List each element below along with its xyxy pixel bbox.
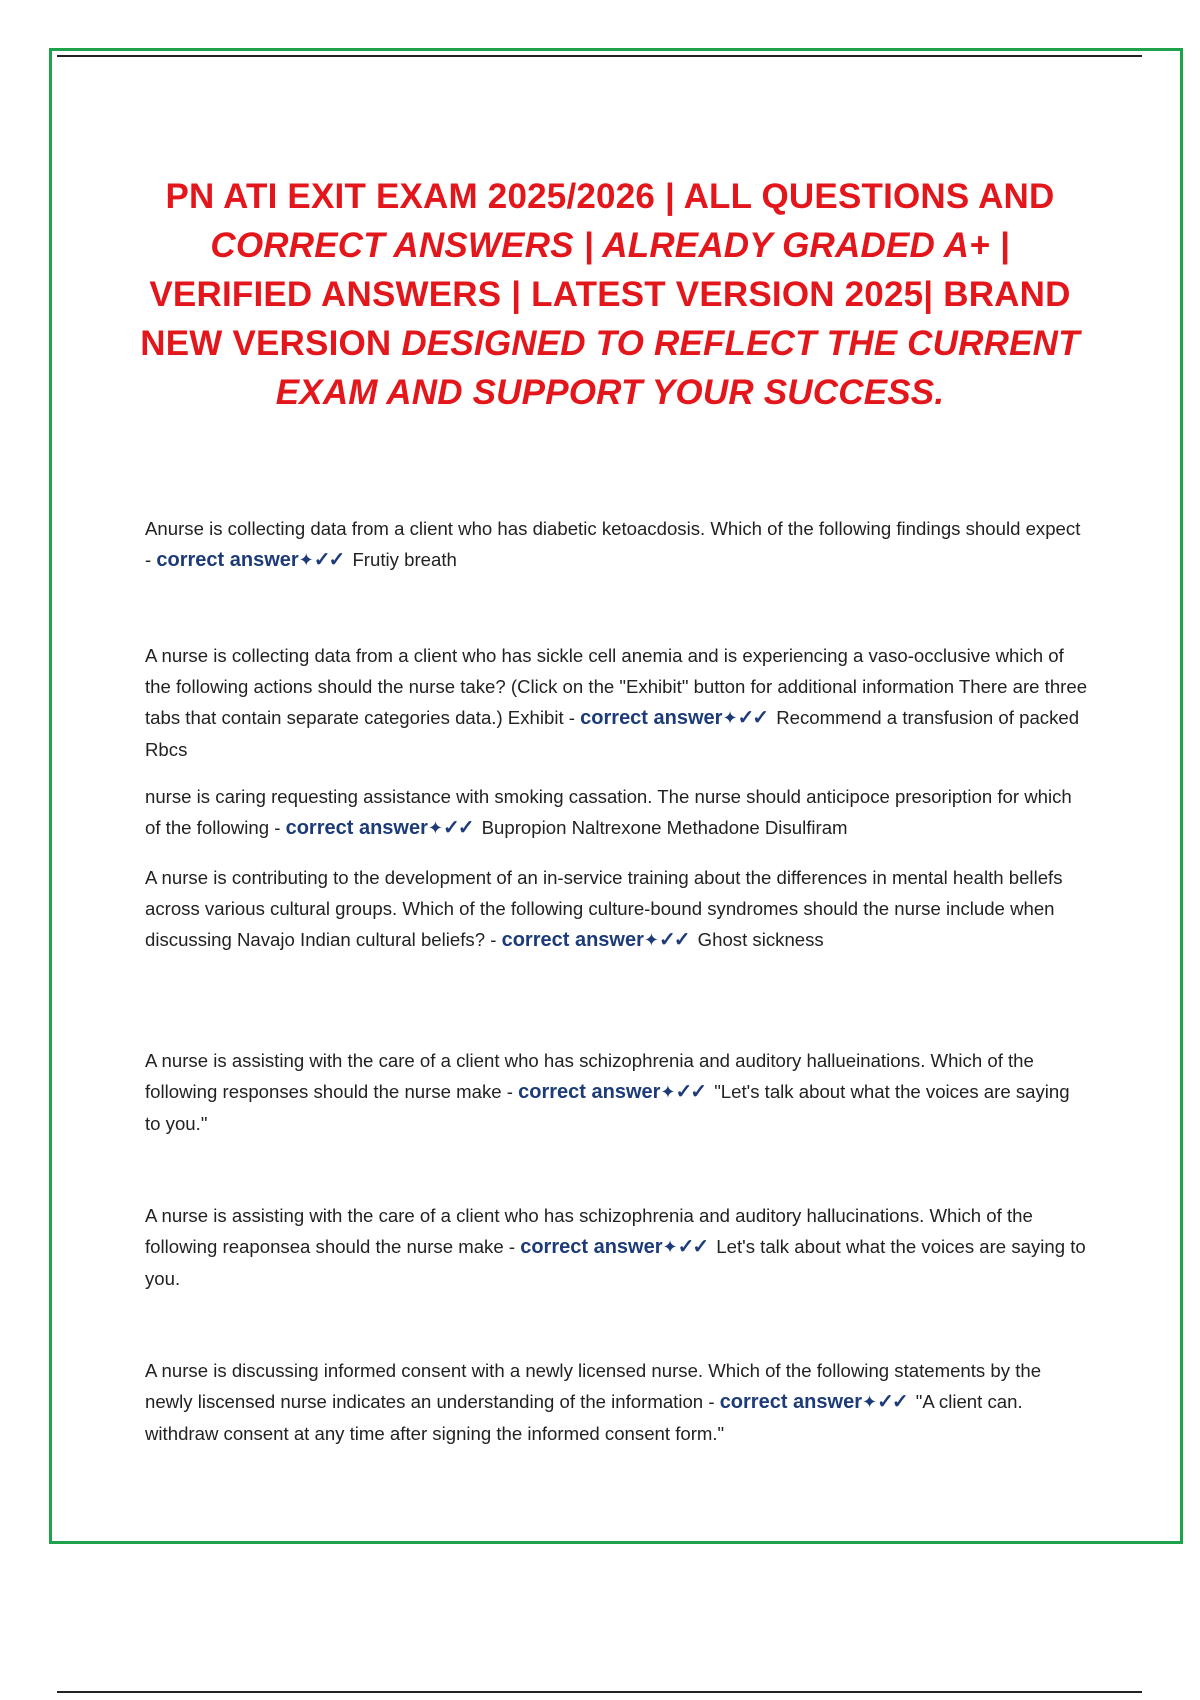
- question-text: A nurse is assisting with the care of a client who has schizophrenia and auditory hallueinations. Which of the following responses should the nurse make -: [145, 1050, 1034, 1102]
- qa-item-7: [145, 1355, 1090, 1449]
- correct-answer-label: correct answer: [518, 1081, 661, 1103]
- question-text: A nurse is assisting with the care of a client who has schizophrenia and auditory hallucinations. Which of the following reaponsea should the nurse make -: [145, 1205, 1033, 1257]
- double-check-icon: ✓✓: [442, 817, 473, 839]
- qa-item-3: [145, 781, 1090, 844]
- answer-text: Frutiy breath: [352, 549, 457, 570]
- document-title: [140, 172, 1080, 417]
- sparkle-icon: ✦: [861, 1392, 878, 1412]
- double-check-icon: ✓✓: [737, 707, 768, 729]
- title-line-4b: DESIGNED TO REFLECT THE CURRENT: [401, 324, 1080, 363]
- answer-text: Bupropion Naltrexone Methadone Disulfiram: [481, 817, 848, 838]
- sparkle-icon: ✦: [660, 1082, 676, 1102]
- sparkle-icon: ✦: [298, 550, 314, 570]
- footer-rule: [57, 1691, 1142, 1693]
- question-text: nurse is caring requesting assistance with smoking cassation. The nurse should anticipoce presoription for which of the following -: [145, 786, 1072, 838]
- sparkle-icon: ✦: [643, 930, 659, 950]
- title-line-3: VERIFIED ANSWERS | LATEST VERSION 2025| BRAND: [149, 275, 1071, 314]
- question-text: A nurse is discussing informed consent with a newly licensed nurse. Which of the following statements by the newly liscensed nurse indicates an understanding of the information -: [145, 1360, 1042, 1412]
- sparkle-icon: ✦: [662, 1237, 678, 1257]
- answer-text: Recommend a transfusion of packed Rbcs: [145, 707, 1080, 760]
- double-check-icon: ✓✓: [675, 1081, 706, 1103]
- qa-item-5: [145, 1045, 1090, 1139]
- correct-answer-label: correct answer: [501, 929, 644, 951]
- correct-answer-label: correct answer: [520, 1236, 663, 1258]
- title-line-4: [140, 319, 1080, 368]
- qa-item-4: [145, 862, 1090, 956]
- qa-item-1: [145, 513, 1090, 576]
- double-check-icon: ✓✓: [677, 1236, 708, 1258]
- double-check-icon: ✓✓: [313, 549, 344, 571]
- answer-text: Let's talk about what the voices are saying to you.: [145, 1236, 1086, 1289]
- answer-text: "A client can. withdraw consent at any time after signing the informed consent form.": [145, 1391, 1023, 1444]
- correct-answer-label: correct answer: [285, 817, 428, 839]
- title-line-2: CORRECT ANSWERS | ALREADY GRADED A+ |: [210, 226, 1010, 265]
- question-text: Anurse is collecting data from a client who has diabetic ketoacdosis. Which of the following findings should expect -: [145, 518, 1081, 570]
- question-text: A nurse is contributing to the development of an in-service training about the differences in mental health bellefs across various cultural groups. Which of the following culture-bound syndromes should the nurse include when discussing Navajo Indian cultural beliefs? -: [145, 867, 1063, 950]
- title-line-1: PN ATI EXIT EXAM 2025/2026 | ALL QUESTIONS AND: [165, 177, 1055, 216]
- answer-text: "Let's talk about what the voices are saying to you.": [145, 1081, 1070, 1134]
- sparkle-icon: ✦: [427, 818, 443, 838]
- sparkle-icon: ✦: [722, 708, 738, 728]
- correct-answer-label: correct answer: [580, 707, 723, 729]
- double-check-icon: ✓✓: [877, 1391, 907, 1413]
- correct-answer-label: correct answer: [719, 1391, 862, 1413]
- title-line-5: EXAM AND SUPPORT YOUR SUCCESS.: [275, 373, 945, 412]
- header-rule: [57, 55, 1142, 57]
- title-line-4a: NEW VERSION: [140, 324, 402, 363]
- correct-answer-label: correct answer: [156, 549, 299, 571]
- question-text: A nurse is collecting data from a client who has sickle cell anemia and is experiencing a vaso-occlusive which of the following actions should the nurse take? (Click on the "Exhibit" button for additional information There are three tabs that contain separate categories data.) Exhibit -: [145, 645, 1088, 728]
- answer-text: Ghost sickness: [697, 929, 824, 950]
- qa-item-2: [145, 640, 1090, 765]
- qa-item-6: [145, 1200, 1090, 1294]
- double-check-icon: ✓✓: [658, 929, 689, 951]
